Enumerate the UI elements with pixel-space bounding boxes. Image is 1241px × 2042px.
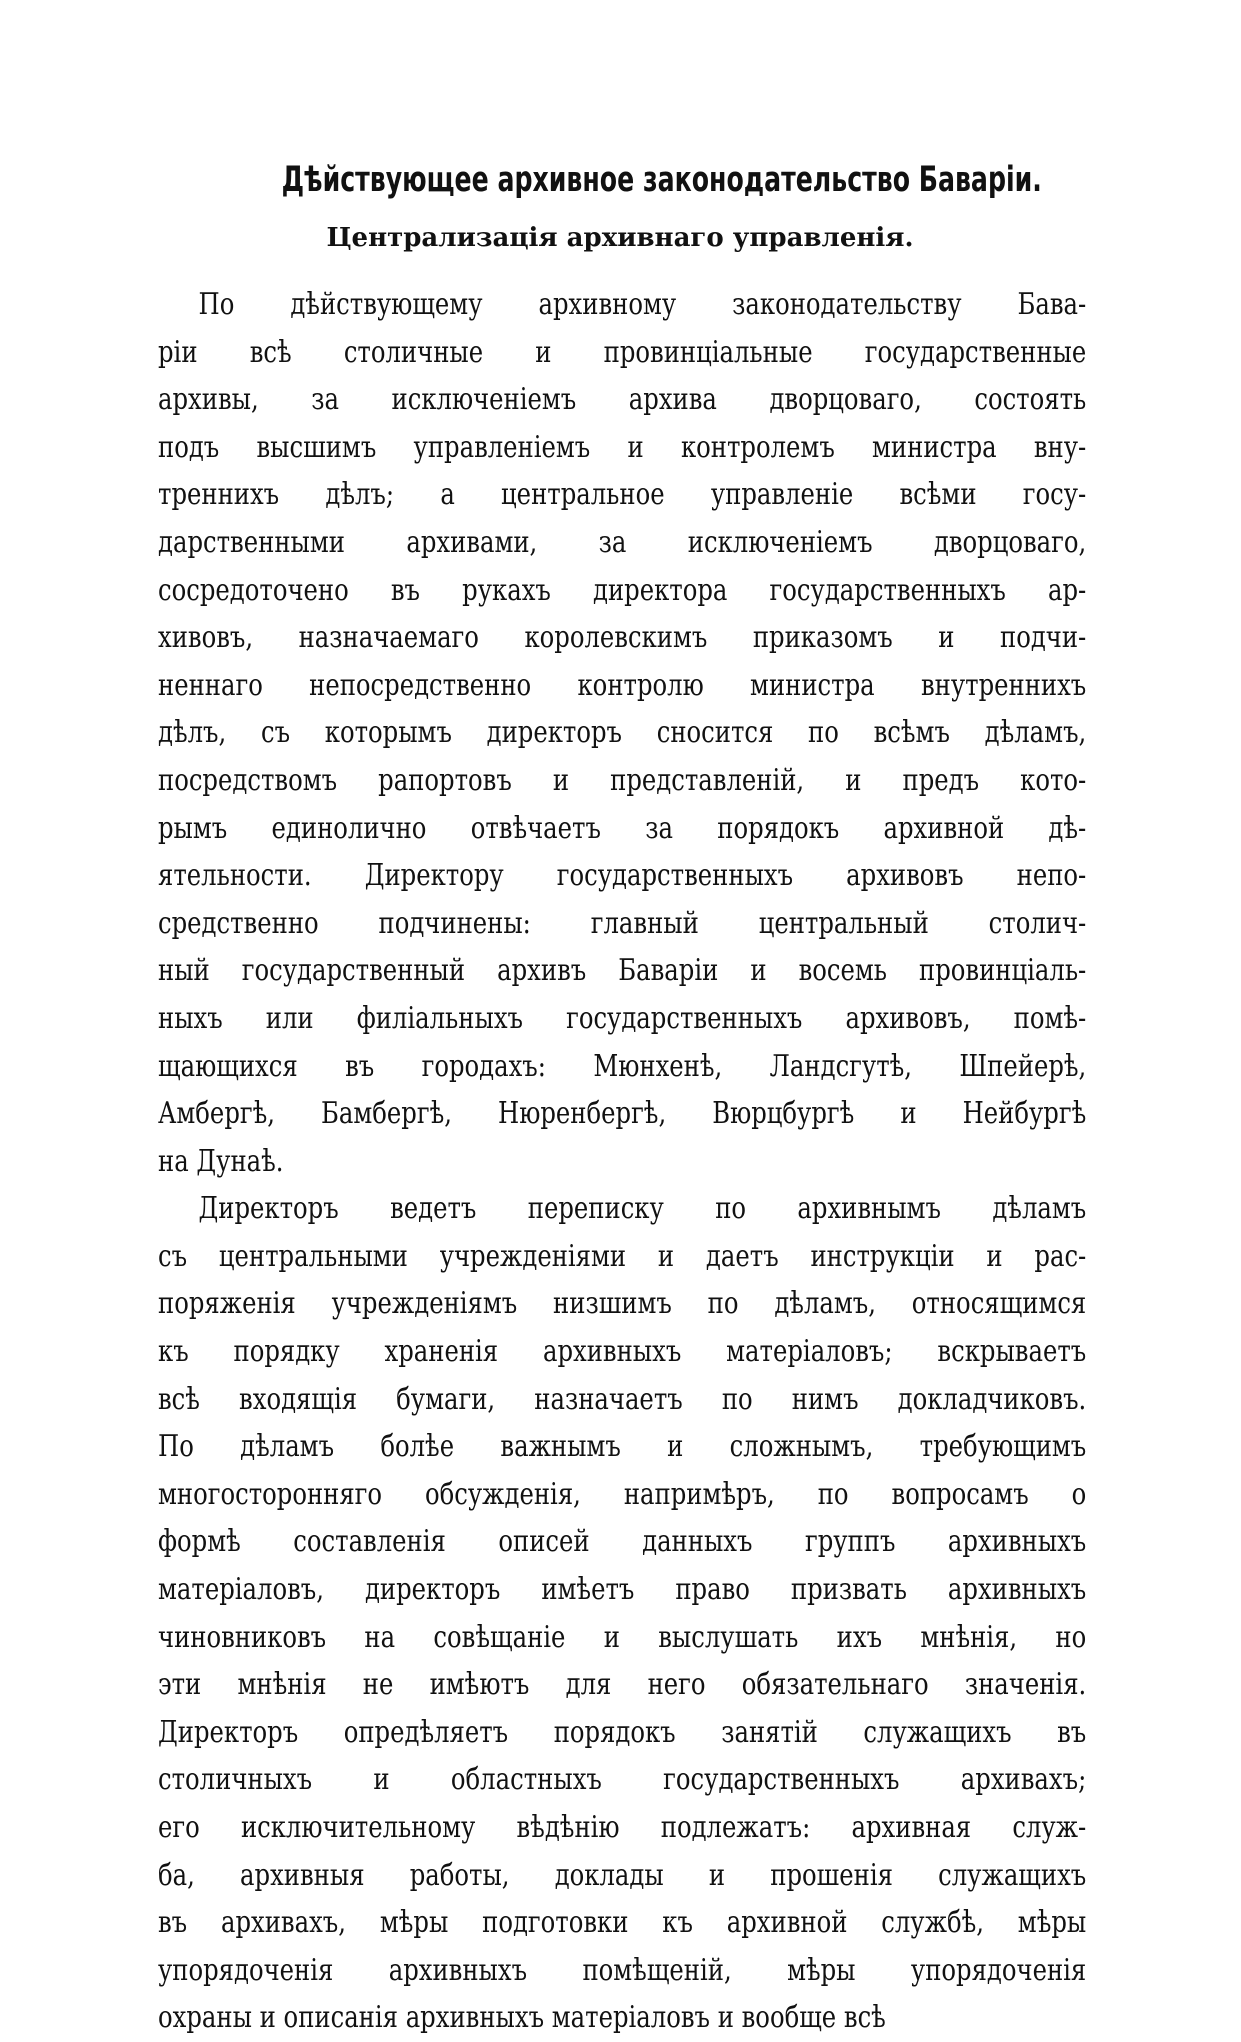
text-line: По дѣйствующему архивному законодательству Бава- [198,287,1087,322]
text-line: треннихъ дѣлъ; а центральное управленіе всѣми госу- [158,477,1087,513]
text-line: По дѣламъ болѣе важнымъ и сложнымъ, требующимъ [158,1429,1087,1465]
text-line: охраны и описанія архивныхъ матеріаловъ и вообще всѣ [158,2000,886,2036]
text-line: къ порядку храненія архивныхъ матеріаловъ; вскрываетъ [158,1334,1087,1370]
text-line: матеріаловъ, директоръ имѣетъ право призвать архивныхъ [158,1572,1087,1608]
text-line: формѣ составленія описей данныхъ группъ архивныхъ [158,1524,1087,1560]
text-line: на Дунаѣ. [158,1143,284,1179]
text-line: ріи всѣ столичные и провинціальные государственные [158,334,1087,370]
text-line: ный государственный архивъ Баваріи и восемь провинціаль- [158,953,1087,989]
text-line: Директоръ ведетъ переписку по архивнымъ дѣламъ [198,1191,1087,1227]
text-line: неннаго непосредственно контролю министра внутреннихъ [158,667,1087,703]
text-line: съ центральными учрежденіями и даетъ инструкціи и рас- [158,1238,1087,1274]
text-line: подъ высшимъ управленіемъ и контролемъ министра вну- [158,429,1087,465]
text-line: чиновниковъ на совѣщаніе и выслушать ихъ мнѣнія, но [158,1619,1087,1655]
text-line: дарственными архивами, за исключеніемъ дворцоваго, [158,524,1087,560]
text-line: ятельности. Директору государственныхъ архивовъ непо- [158,858,1087,894]
text-line: Амбергѣ, Бамбергѣ, Нюренбергѣ, Вюрцбургѣ и Нейбургѣ [158,1096,1087,1132]
text-line: столичныхъ и областныхъ государственныхъ архивахъ; [158,1762,1087,1798]
text-line: сосредоточено въ рукахъ директора государственныхъ ар- [158,572,1087,608]
text-line: дѣлъ, съ которымъ директоръ сносится по всѣмъ дѣламъ, [158,715,1087,751]
section-subtitle: Централизація архивнаго управленія. [326,223,914,253]
text-line: рымъ единолично отвѣчаетъ за порядокъ архивной дѣ- [158,810,1087,846]
body-text [158,281,1086,2042]
text-line: эти мнѣнія не имѣютъ для него обязательнаго значенія. [158,1667,1087,1703]
text-line: упорядоченія архивныхъ помѣщеній, мѣры упорядоченія [158,1952,1087,1988]
text-line: архивы, за исключеніемъ архива дворцоваго, состоять [158,382,1087,418]
text-line: въ архивахъ, мѣры подготовки къ архивной службѣ, мѣры [158,1905,1087,1941]
page-title: Дѣйствующее архивное законодательство Баваріи. [281,160,1042,200]
text-line: средственно подчинены: главный центральный столич- [158,905,1087,941]
text-line: ныхъ или филіальныхъ государственныхъ архивовъ, помѣ- [158,1000,1087,1036]
text-line: Директоръ опредѣляетъ порядокъ занятій служащихъ въ [158,1714,1087,1750]
text-line: многосторонняго обсужденія, напримѣръ, по вопросамъ о [158,1476,1087,1512]
text-line: посредствомъ рапортовъ и представленій, и предъ кото- [158,762,1087,798]
text-line: его исключительному вѣдѣнію подлежатъ: архивная служ- [158,1810,1087,1845]
text-line: ба, архивныя работы, доклады и прошенія служащихъ [158,1857,1087,1893]
text-line: хивовъ, назначаемаго королевскимъ приказомъ и подчи- [158,620,1087,656]
text-line: всѣ входящія бумаги, назначаетъ по нимъ докладчиковъ. [158,1381,1087,1417]
text-line: поряженія учрежденіямъ низшимъ по дѣламъ, относящимся [158,1286,1087,1322]
text-line: щающихся въ городахъ: Мюнхенѣ, Ландсгутѣ, Шпейерѣ, [158,1048,1087,1084]
